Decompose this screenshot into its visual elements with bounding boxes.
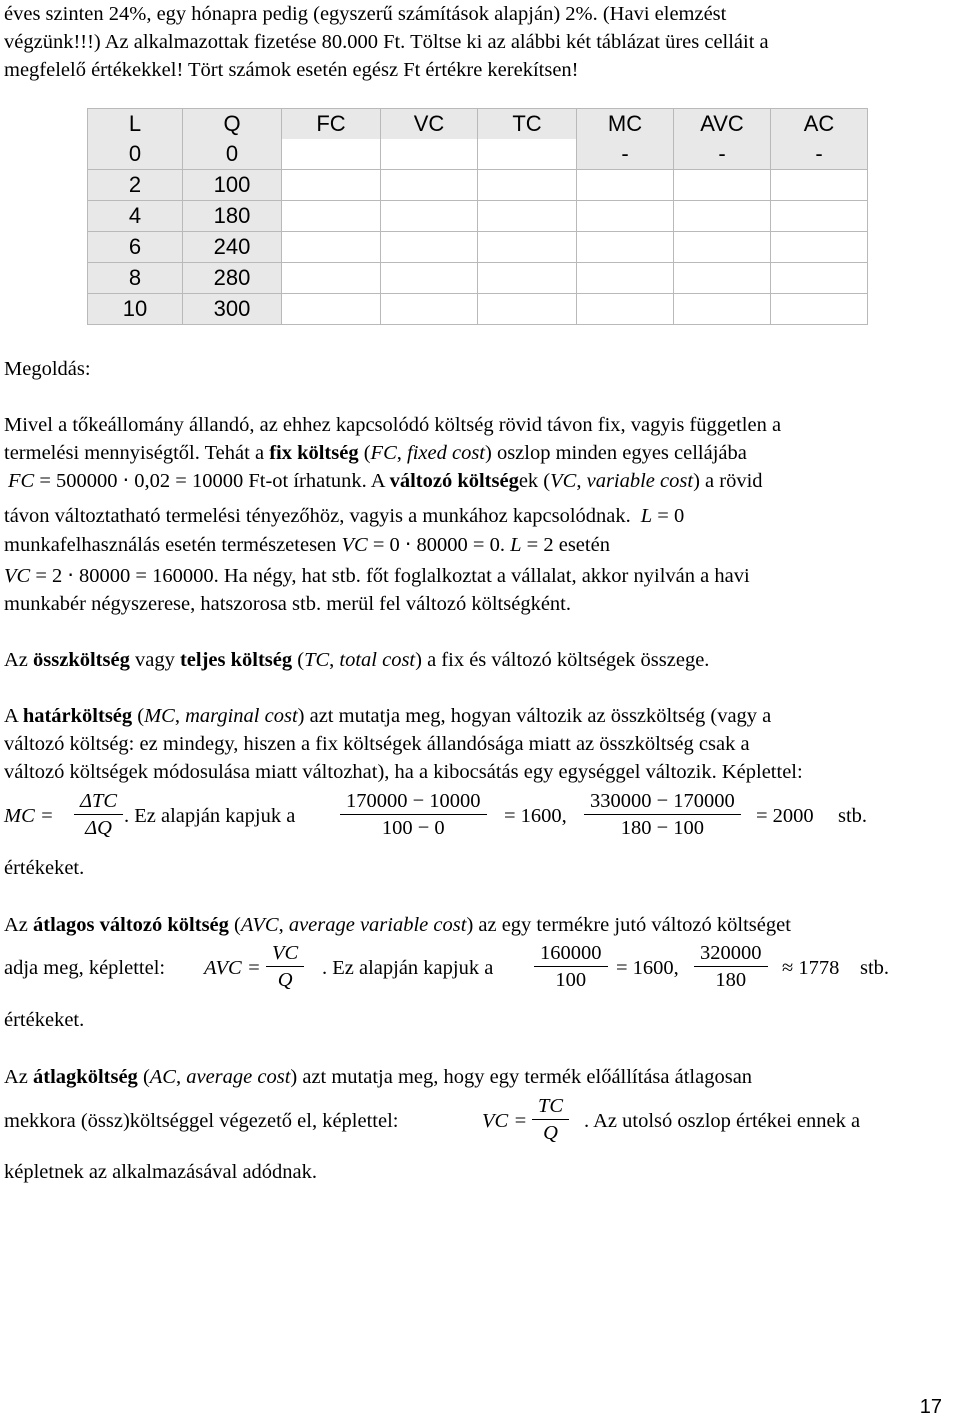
table-row bbox=[88, 263, 868, 294]
text: average variable cost bbox=[288, 914, 467, 936]
ac-formula bbox=[4, 1093, 956, 1149]
avc-tail: értékeket. bbox=[4, 1009, 85, 1031]
empty-cell[interactable] bbox=[381, 170, 478, 201]
text: ( bbox=[132, 705, 145, 727]
empty-cell[interactable] bbox=[381, 294, 478, 325]
header-L: L bbox=[88, 109, 183, 140]
math: = 0 bbox=[652, 505, 685, 527]
empty-cell[interactable] bbox=[577, 232, 674, 263]
text: . Ez alapján kapjuk a bbox=[322, 957, 494, 979]
empty-cell[interactable] bbox=[478, 294, 577, 325]
text: , bbox=[174, 705, 186, 727]
math: VC = bbox=[482, 1110, 528, 1132]
text: stb. bbox=[838, 805, 868, 827]
empty-cell[interactable] bbox=[282, 294, 381, 325]
empty-cell[interactable] bbox=[282, 170, 381, 201]
text: marginal cost bbox=[185, 705, 298, 727]
avc-formula bbox=[4, 940, 956, 996]
text: ( bbox=[358, 442, 371, 464]
table-row bbox=[88, 232, 868, 263]
math: = 1600, bbox=[504, 805, 567, 827]
math: L bbox=[640, 505, 653, 527]
math: L bbox=[510, 534, 522, 556]
math: = 1600, bbox=[616, 957, 679, 979]
text: adja meg, képlettel: bbox=[4, 957, 166, 979]
text: távon változtatható termelési tényezőhöz, vagyis a munkához kapcsolódnak. bbox=[4, 505, 631, 527]
math: = 2 bbox=[521, 534, 554, 556]
solution-label: Megoldás: bbox=[4, 358, 91, 380]
intro-line-2: végzünk!!!) Az alkalmazottak fizetése 80.000 Ft. Töltse ki az alábbi két táblázat üres celláit a bbox=[4, 31, 769, 53]
fraction bbox=[534, 940, 608, 993]
numerator: 330000 − 170000 bbox=[584, 788, 741, 815]
term-average-variable-cost: átlagos változó költség bbox=[33, 914, 229, 936]
mc-line-2: változó költség: ez mindegy, hiszen a fix költségek állandósága miatt az összköltség csak a bbox=[4, 733, 750, 755]
text: total cost bbox=[339, 649, 416, 671]
text: Az bbox=[4, 914, 34, 936]
cost-table bbox=[87, 108, 868, 325]
text: variable cost bbox=[586, 470, 694, 492]
text: , bbox=[576, 470, 587, 492]
cell: - bbox=[674, 139, 771, 170]
numerator: 160000 bbox=[534, 940, 608, 967]
empty-cell[interactable] bbox=[577, 170, 674, 201]
text: munkafelhasználás esetén természetesen bbox=[4, 534, 342, 556]
text: fixed cost bbox=[407, 442, 485, 464]
empty-cell[interactable] bbox=[771, 263, 868, 294]
table-row bbox=[88, 294, 868, 325]
header-AVC: AVC bbox=[674, 109, 771, 140]
text: . Ez alapján kapjuk a bbox=[124, 805, 296, 827]
fc-line-3 bbox=[4, 467, 956, 495]
cell: 10 bbox=[88, 294, 183, 325]
fraction bbox=[74, 788, 123, 841]
empty-cell[interactable] bbox=[381, 232, 478, 263]
ac-line-1 bbox=[4, 1063, 956, 1091]
term-fix-cost: fix költség bbox=[269, 442, 359, 464]
math: FC bbox=[8, 470, 35, 492]
empty-cell[interactable] bbox=[771, 294, 868, 325]
empty-cell[interactable] bbox=[674, 263, 771, 294]
numerator: 320000 bbox=[694, 940, 768, 967]
math: FC bbox=[370, 442, 397, 464]
empty-cell[interactable] bbox=[381, 201, 478, 232]
cell: 0 bbox=[183, 139, 282, 170]
empty-cell[interactable] bbox=[577, 294, 674, 325]
text: Az bbox=[4, 649, 34, 671]
cell: - bbox=[577, 139, 674, 170]
fraction bbox=[340, 788, 487, 841]
empty-cell[interactable] bbox=[577, 263, 674, 294]
math: MC bbox=[144, 705, 175, 727]
empty-cell[interactable] bbox=[478, 263, 577, 294]
text: , bbox=[396, 442, 407, 464]
avc-line-1 bbox=[4, 911, 956, 939]
text: ( bbox=[228, 914, 241, 936]
term-marginal-cost: határköltség bbox=[22, 705, 133, 727]
text: ) a rövid bbox=[693, 470, 763, 492]
text: . Az utolsó oszlop értékei ennek a bbox=[584, 1110, 861, 1132]
math: = 2000 bbox=[756, 805, 814, 827]
empty-cell[interactable] bbox=[674, 201, 771, 232]
empty-cell[interactable] bbox=[771, 170, 868, 201]
tc-paragraph bbox=[4, 646, 956, 674]
mc-line-3: változó költségek módosulása miatt változhat), ha a kibocsátás egy egységgel változik. Képlettel: bbox=[4, 761, 803, 783]
empty-cell[interactable] bbox=[674, 294, 771, 325]
math: MC = bbox=[4, 805, 54, 827]
text: stb. bbox=[860, 957, 890, 979]
header-FC: FC bbox=[282, 109, 381, 140]
math: AC bbox=[149, 1066, 176, 1088]
empty-cell[interactable] bbox=[282, 139, 381, 170]
cell: 4 bbox=[88, 201, 183, 232]
empty-cell[interactable] bbox=[282, 232, 381, 263]
cell: 2 bbox=[88, 170, 183, 201]
intro-line-3: megfelelő értékekkel! Tört számok esetén egész Ft értékre kerekítsen! bbox=[4, 59, 579, 81]
text: Ft-ot írhatunk. A bbox=[243, 470, 390, 492]
denominator: 100 − 0 bbox=[381, 817, 445, 839]
table-row bbox=[88, 170, 868, 201]
header-MC: MC bbox=[577, 109, 674, 140]
cell: 8 bbox=[88, 263, 183, 294]
text: termelési mennyiségtől. Tehát a bbox=[4, 442, 270, 464]
fc-line-7: munkabér négyszerese, hatszorosa stb. merül fel változó költségként. bbox=[4, 593, 571, 615]
fc-line-6 bbox=[4, 562, 956, 590]
math: AVC = bbox=[204, 957, 261, 979]
empty-cell[interactable] bbox=[674, 170, 771, 201]
text: , bbox=[278, 914, 289, 936]
cell: - bbox=[771, 139, 868, 170]
fc-line-1: Mivel a tőkeállomány állandó, az ehhez kapcsolódó költség rövid távon fix, vagyis független a bbox=[4, 414, 782, 436]
term-total-cost: összköltség bbox=[33, 649, 130, 671]
text: average cost bbox=[186, 1066, 291, 1088]
math: VC bbox=[341, 534, 368, 556]
text: mekkora (össz)költséggel végezető el, képlettel: bbox=[4, 1110, 399, 1132]
fc-line-5 bbox=[4, 531, 956, 559]
mc-formula bbox=[4, 788, 956, 844]
intro-line-1: éves szinten 24%, egy hónapra pedig (egyszerű számítások alapján) 2%. (Havi elemzést bbox=[4, 3, 727, 25]
text: ( bbox=[137, 1066, 150, 1088]
cell: 6 bbox=[88, 232, 183, 263]
fraction bbox=[266, 940, 304, 993]
empty-cell[interactable] bbox=[478, 232, 577, 263]
denominator: Q bbox=[277, 969, 293, 991]
math: = 500000 ⋅ 0,02 = 10000 bbox=[34, 470, 244, 492]
text: ) azt mutatja meg, hogy egy termék előállítása átlagosan bbox=[290, 1066, 753, 1088]
empty-cell[interactable] bbox=[771, 201, 868, 232]
cell: 180 bbox=[183, 201, 282, 232]
text: ek ( bbox=[518, 470, 551, 492]
fraction bbox=[532, 1093, 569, 1146]
empty-cell[interactable] bbox=[674, 232, 771, 263]
cell: 0 bbox=[88, 139, 183, 170]
empty-cell[interactable] bbox=[282, 263, 381, 294]
ac-line-3: képletnek az alkalmazásával adódnak. bbox=[4, 1161, 318, 1183]
fraction bbox=[694, 940, 768, 993]
empty-cell[interactable] bbox=[577, 201, 674, 232]
empty-cell[interactable] bbox=[282, 201, 381, 232]
mc-tail: értékeket. bbox=[4, 857, 85, 879]
text: ) az egy termékre jutó változó költséget bbox=[466, 914, 791, 936]
mc-line-1 bbox=[4, 702, 956, 730]
text: , bbox=[175, 1066, 187, 1088]
denominator: 180 bbox=[715, 969, 747, 991]
fraction bbox=[584, 788, 741, 841]
numerator: TC bbox=[532, 1093, 569, 1120]
text: esetén bbox=[553, 534, 610, 556]
table-row bbox=[88, 201, 868, 232]
numerator: VC bbox=[266, 940, 304, 967]
empty-cell[interactable] bbox=[771, 232, 868, 263]
text: ) oszlop minden egyes cellájába bbox=[485, 442, 747, 464]
math: VC bbox=[4, 565, 31, 587]
header-TC: TC bbox=[478, 109, 577, 140]
text: ( bbox=[292, 649, 305, 671]
table-header-row bbox=[88, 109, 868, 140]
cell: 280 bbox=[183, 263, 282, 294]
fc-line-2 bbox=[4, 439, 956, 467]
denominator: Q bbox=[543, 1122, 558, 1144]
denominator: 100 bbox=[555, 969, 587, 991]
text: Az bbox=[4, 1066, 34, 1088]
math: ≈ 1778 bbox=[782, 957, 840, 979]
math: AVC bbox=[240, 914, 279, 936]
fc-line-4 bbox=[4, 502, 956, 530]
page-number: 17 bbox=[919, 1396, 942, 1418]
denominator: 180 − 100 bbox=[620, 817, 705, 839]
empty-cell[interactable] bbox=[478, 201, 577, 232]
math: VC bbox=[550, 470, 577, 492]
denominator: ΔQ bbox=[85, 817, 112, 839]
numerator: ΔTC bbox=[74, 788, 123, 815]
term-variable-cost: változó költség bbox=[389, 470, 519, 492]
table-row bbox=[88, 139, 868, 170]
math: = 0 ⋅ 80000 = 0 bbox=[367, 534, 500, 556]
math: = 2 ⋅ 80000 = 160000 bbox=[30, 565, 214, 587]
text: . Ha négy, hat stb. főt foglalkoztat a vállalat, akkor nyilván a havi bbox=[213, 565, 750, 587]
text: . bbox=[499, 534, 511, 556]
numerator: 170000 − 10000 bbox=[340, 788, 487, 815]
empty-cell[interactable] bbox=[478, 170, 577, 201]
header-AC: AC bbox=[771, 109, 868, 140]
header-VC: VC bbox=[381, 109, 478, 140]
cell: 100 bbox=[183, 170, 282, 201]
text: A bbox=[4, 705, 23, 727]
text: vagy bbox=[129, 649, 180, 671]
math: TC bbox=[304, 649, 330, 671]
empty-cell[interactable] bbox=[381, 263, 478, 294]
cell: 300 bbox=[183, 294, 282, 325]
empty-cell[interactable] bbox=[478, 139, 577, 170]
text: , bbox=[329, 649, 340, 671]
term-average-cost: átlagköltség bbox=[33, 1066, 138, 1088]
cell: 240 bbox=[183, 232, 282, 263]
term-full-cost: teljes költség bbox=[179, 649, 293, 671]
header-Q: Q bbox=[183, 109, 282, 140]
text: ) a fix és változó költségek összege. bbox=[415, 649, 710, 671]
empty-cell[interactable] bbox=[381, 139, 478, 170]
text: ) azt mutatja meg, hogyan változik az összköltség (vagy a bbox=[297, 705, 772, 727]
